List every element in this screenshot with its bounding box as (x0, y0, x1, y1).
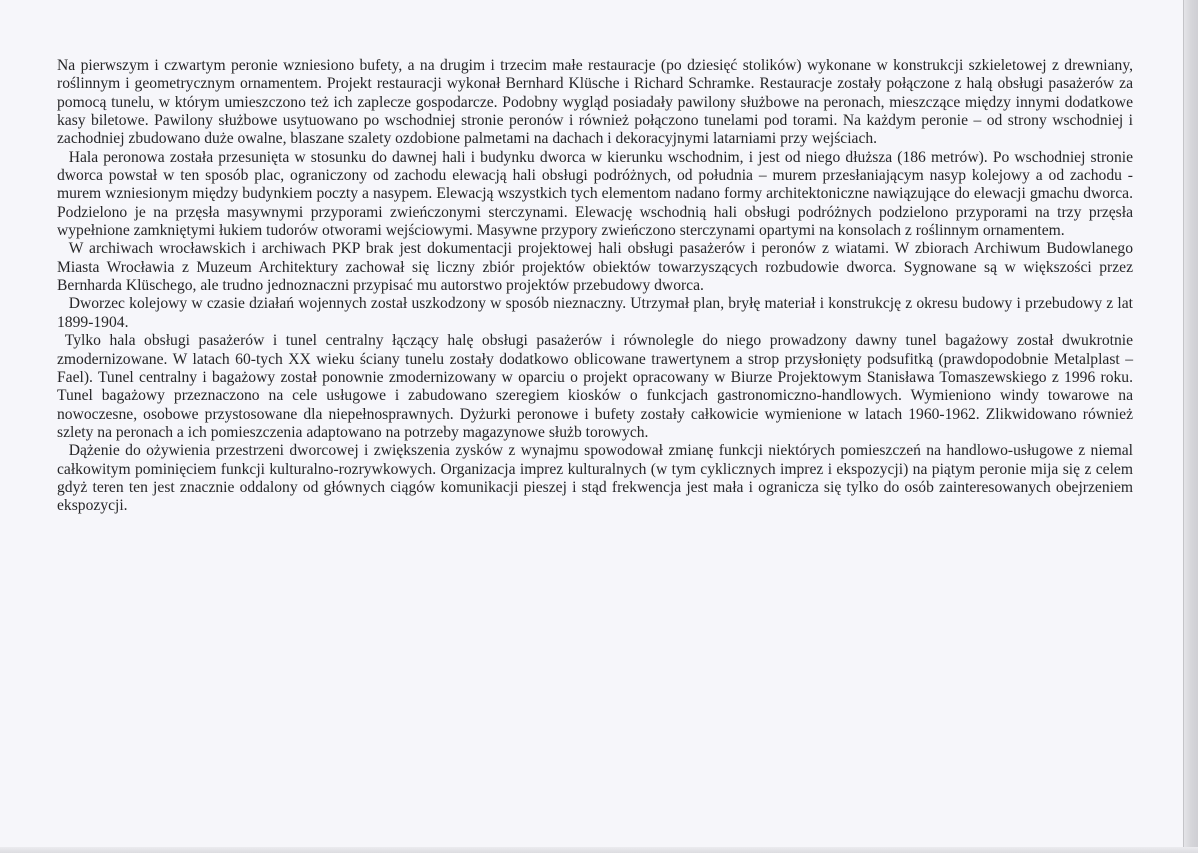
document-body (57, 57, 1133, 516)
scan-right-edge (1183, 0, 1198, 853)
paragraph-modernization: Tylko hala obsługi pasażerów i tunel centralny łączący halę obsługi pasażerów i równolegle do niego prowadzony dawny tunel bagażowy został dwukrotnie zmodernizowane. W latach 60-tych XX wieku ściany tunelu zostały dodatkowo oblicowane trawertynem a strop przysłonięty podsufitką (prawdopodobnie Metalplast – Fael). Tunel centralny i bagażowy został ponownie zmodernizowany w oparciu o projekt opracowany w Biurze Projektowym Stanisława Tomaszewskiego z 1996 roku. Tunel bagażowy przeznaczono na cele usługowe i zabudowano szeregiem kiosków o funkcjach gastronomiczno-handlowych. Wymieniono windy towarowe na nowoczesne, osobowe przystosowane dla niepełnosprawnych. Dyżurki peronowe i bufety zostały całkowicie wymienione w latach 1960-1962. Zlikwidowano również szlety na peronach a ich pomieszczenia adaptowano na potrzeby magazynowe służb torowych. (57, 332, 1133, 441)
paragraph-war-damage: Dworzec kolejowy w czasie działań wojennych został uszkodzony w sposób nieznaczny. Utrzymał plan, bryłę materiał i konstrukcję z okresu budowy i przebudowy z lat 1899-1904. (57, 295, 1133, 331)
paragraph-restaurants: Na pierwszym i czwartym peronie wzniesiono bufety, a na drugim i trzecim małe restauracje (po dziesięć stolików) wykonane w konstrukcji szkieletowej z drewniany, roślinnym i geometrycznym ornamentem. Projekt restauracji wykonał Bernhard Klüsche i Richard Schramke. Restauracje zostały połączone z halą obsługi pasażerów za pomocą tunelu, w którym umieszczono też ich zaplecze gospodarcze. Podobny wygląd posiadały pawilony służbowe na peronach, mieszczące między innymi dodatkowe kasy biletowe. Pawilony służbowe usytuowano po wschodniej stronie peronów i również połączono tunelami pod torami. Na każdym peronie – od strony wschodniej i zachodniej zbudowano duże owalne, blaszane szalety ozdobione palmetami na dachach i dekoracyjnymi latarniami przy wejściach. (57, 57, 1133, 148)
scan-bottom-edge (0, 847, 1198, 853)
paragraph-archives: W archiwach wrocławskich i archiwach PKP brak jest dokumentacji projektowej hali obsługi pasażerów i peronów z wiatami. W zbiorach Archiwum Budowlanego Miasta Wrocławia z Muzeum Architektury zachował się liczny zbiór projektów obiektów towarzyszących rozbudowie dworca. Sygnowane są w większości przez Bernharda Klüschego, ale trudno jednoznaczni przypisać mu autorstwo projektów przebudowy dworca. (57, 240, 1133, 295)
paragraph-platform-hall: Hala peronowa została przesunięta w stosunku do dawnej hali i budynku dworca w kierunku wschodnim, i jest od niego dłuższa (186 metrów). Po wschodniej stronie dworca powstał w ten sposób plac, ograniczony od zachodu elewacją hali obsługi podróżnych, od południa – murem przesłaniającym nasyp kolejowy a od zachodu - murem wzniesionym między budynkiem poczty a nasypem. Elewacją wszystkich tych elementom nadano formy architektoniczne nawiązujące do elewacji gmachu dworca. Podzielono je na przęsła masywnymi przyporami zwieńczonymi sterczynami. Elewację wschodnią hali obsługi podróżnych podzielono przyporami na trzy przęsła wypełnione zamkniętymi łukiem tudorów otworami wejściowymi. Masywne przypory zwieńczono sterczynami opartymi na konsolach z roślinnym ornamentem. (57, 148, 1133, 240)
paragraph-revitalization: Dążenie do ożywienia przestrzeni dworcowej i zwiększenia zysków z wynajmu spowodował zmianę funkcji niektórych pomieszczeń na handlowo-usługowe z niemal całkowitym pominięciem funkcji kulturalno-rozrywkowych. Organizacja imprez kulturalnych (w tym cyklicznych imprez i ekspozycji) na piątym peronie mija się z celem gdyż teren ten jest znacznie oddalony od głównych ciągów komunikacji pieszej i stąd frekwencja jest mała i ogranicza się tylko do osób zainteresowanych obejrzeniem ekspozycji. (57, 442, 1133, 515)
